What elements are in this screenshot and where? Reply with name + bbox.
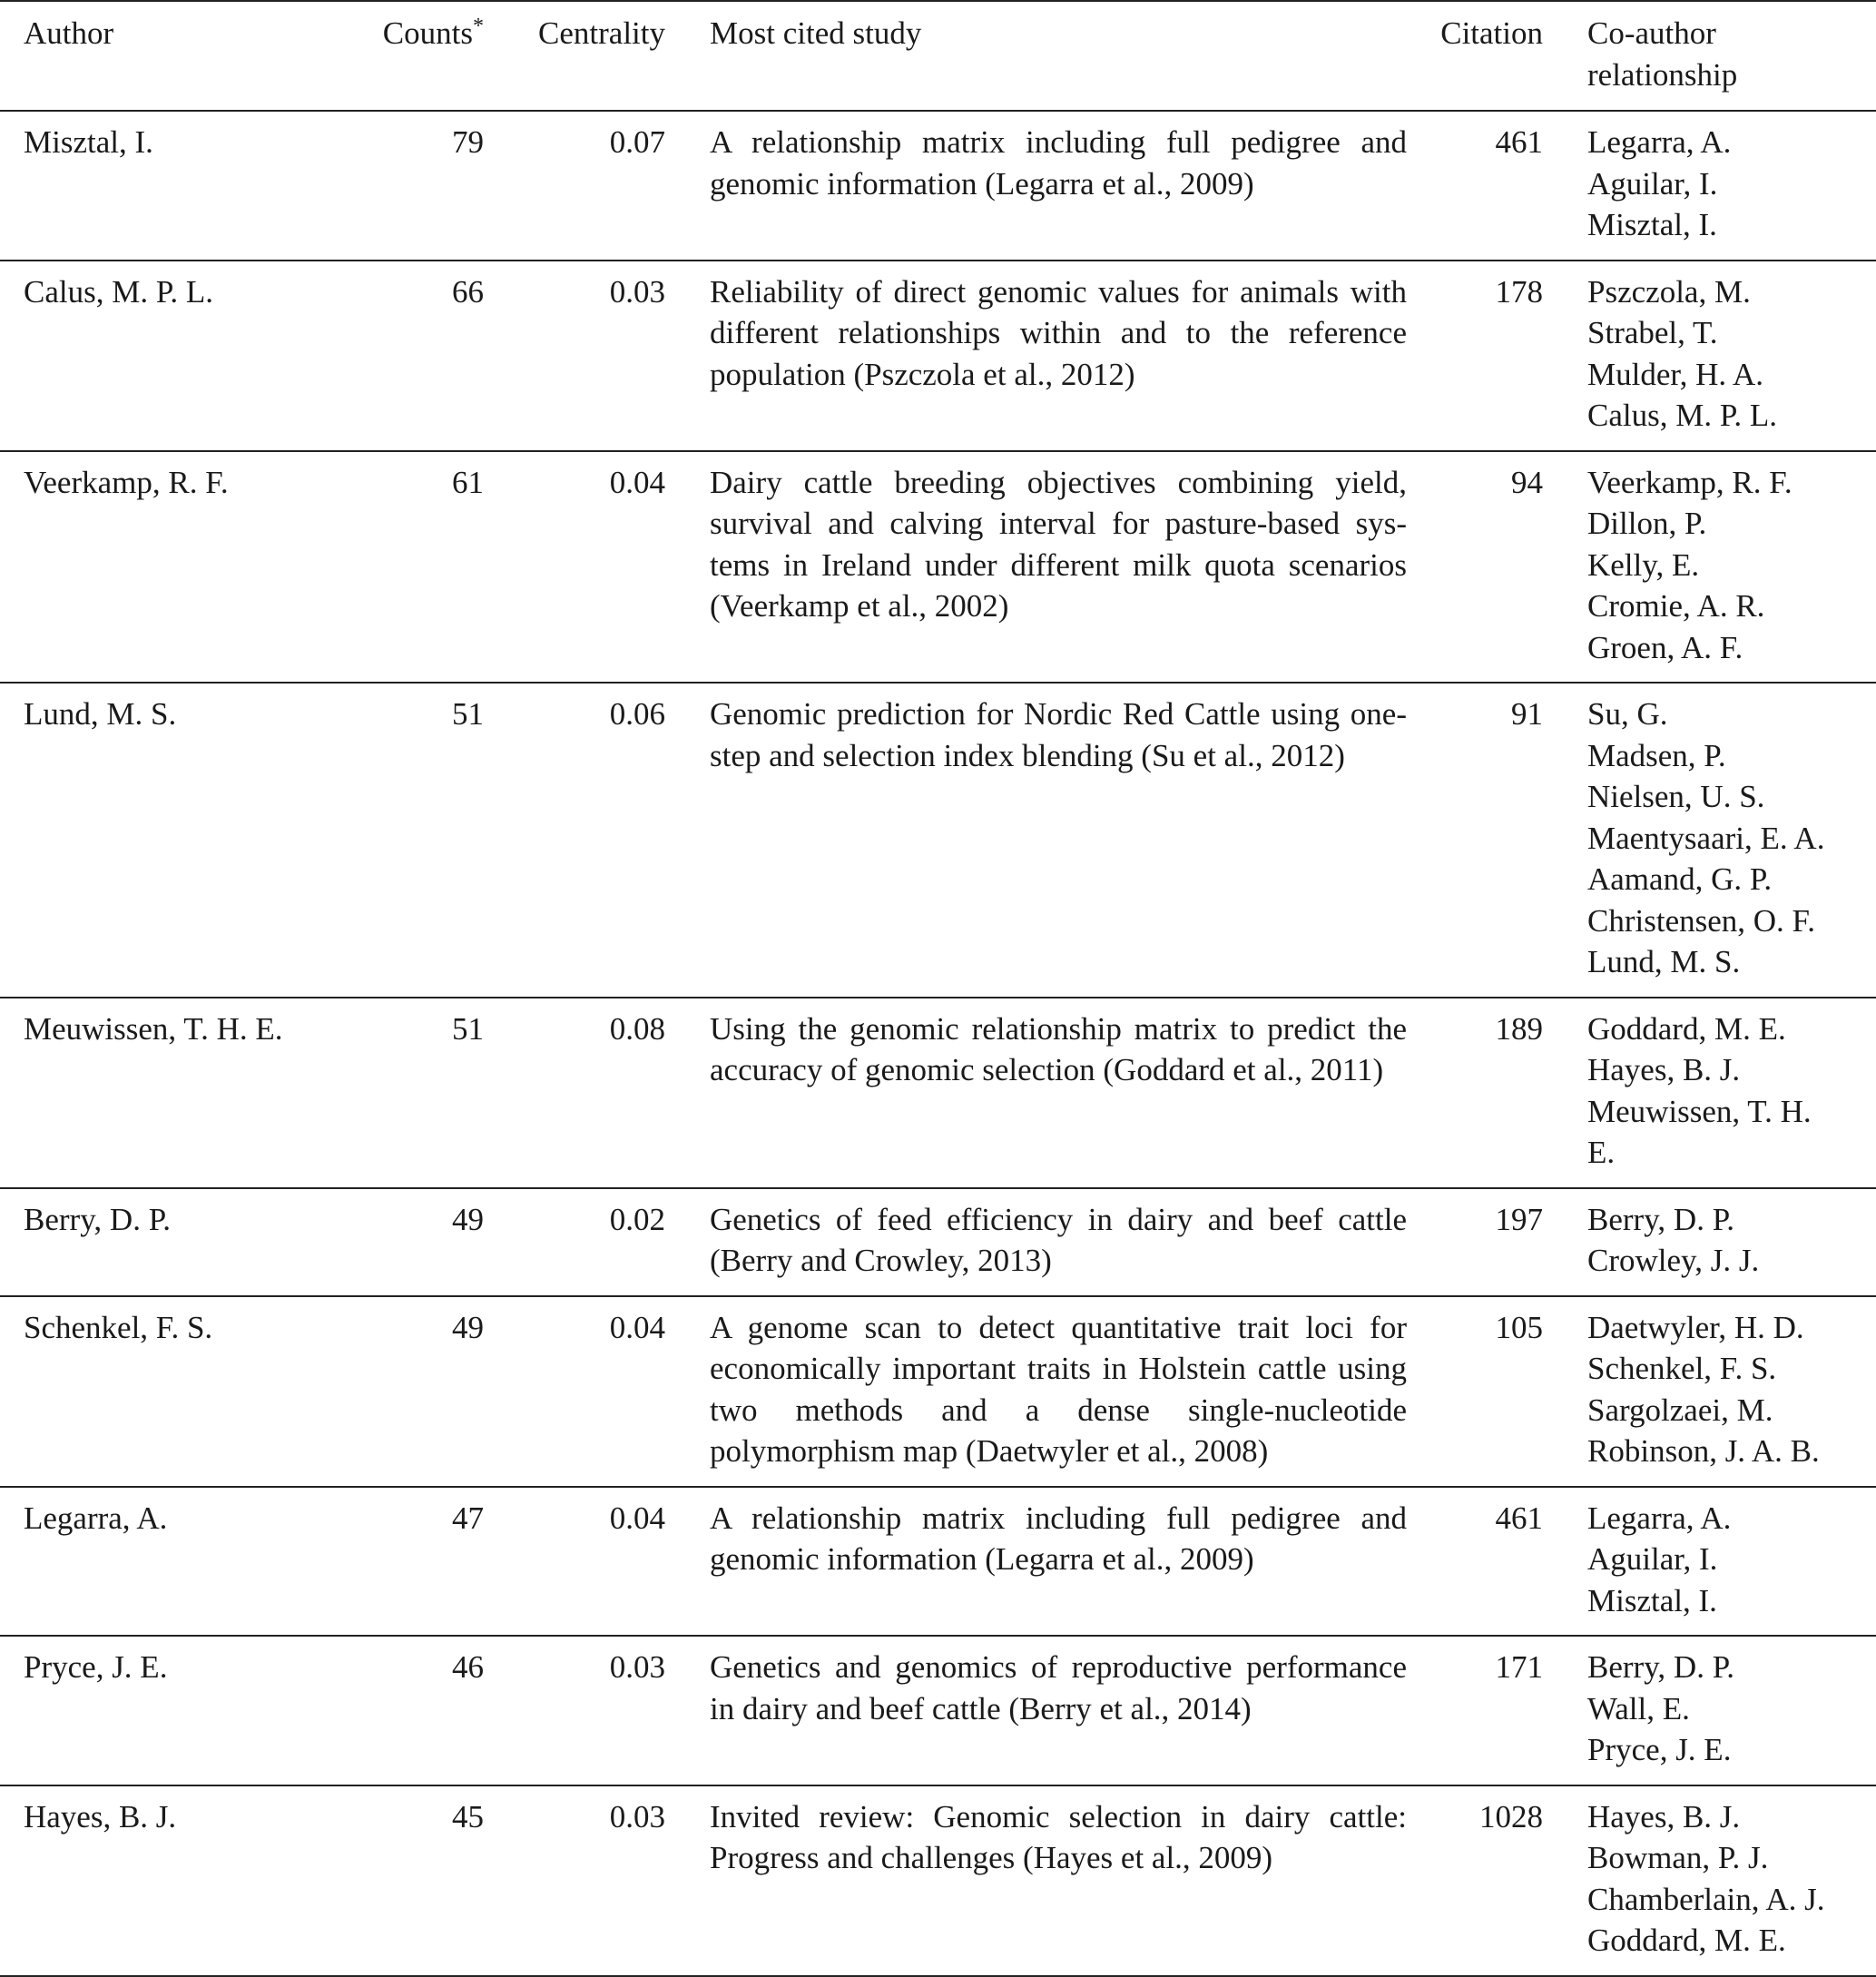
coauthor-name: Veerkamp, R. F. — [1587, 464, 1793, 500]
citation-cell: 171 — [1495, 1649, 1543, 1685]
coauthor-cell — [1543, 1636, 1876, 1785]
counts-cell: 51 — [452, 1010, 484, 1047]
counts-cell: 61 — [452, 464, 484, 500]
coauthor-name: Legarra, A. — [1587, 1500, 1732, 1536]
author-cell: Pryce, J. E. — [24, 1649, 168, 1685]
author-cell: Veerkamp, R. F. — [24, 464, 229, 500]
most-cited-study-cell: A relationship matrix including full pedigree and genomic information (Legarra et al., 2009) — [710, 1500, 1407, 1577]
author-cell: Misztal, I. — [24, 124, 153, 160]
header-coauthor-line2: relationship — [1587, 56, 1738, 93]
most-cited-study-cell: A genome scan to detect quantitative trait loci for economically important traits in Holstein cattle using two methods and a dense single-nucleotide polymorphism map (Daetwyler et al., 2008) — [710, 1309, 1407, 1469]
coauthor-cell — [1543, 1296, 1876, 1487]
coauthor-name: Madsen, P. — [1587, 737, 1726, 773]
table-row — [0, 998, 1876, 1188]
citation-cell: 91 — [1511, 696, 1543, 732]
table-row — [0, 1636, 1876, 1785]
coauthor-name: Mulder, H. A. — [1587, 356, 1764, 392]
coauthor-name: Pryce, J. E. — [1587, 1732, 1732, 1767]
table-row — [0, 683, 1876, 998]
most-cited-study-cell: Genetics of feed efficiency in dairy and beef cattle (Berry and Crowley, 2013) — [710, 1201, 1407, 1278]
citation-cell: 105 — [1495, 1309, 1543, 1345]
coauthor-name: Meuwissen, T. H. — [1587, 1093, 1812, 1129]
centrality-cell: 0.08 — [609, 1010, 665, 1047]
coauthor-name: Daetwyler, H. D. — [1587, 1309, 1804, 1345]
centrality-cell: 0.03 — [609, 273, 665, 310]
most-cited-study-cell: Genetics and genomics of reproductive performance in dairy and beef cattle (Berry et al., 2014) — [710, 1649, 1407, 1726]
coauthor-name: Su, G. — [1587, 696, 1668, 732]
coauthor-name: Berry, D. P. — [1587, 1649, 1735, 1685]
author-cell: Schenkel, F. S. — [24, 1309, 213, 1345]
coauthor-name: Crowley, J. J. — [1587, 1243, 1760, 1278]
coauthor-name: Sargolzaei, M. — [1587, 1392, 1773, 1428]
citation-cell: 197 — [1495, 1201, 1543, 1237]
table-row — [0, 1296, 1876, 1487]
coauthor-name: Goddard, M. E. — [1587, 1010, 1786, 1047]
coauthor-name: Christensen, O. F. — [1587, 902, 1815, 939]
header-centrality: Centrality — [538, 15, 665, 51]
coauthor-name: Pszczola, M. — [1587, 273, 1751, 310]
centrality-cell: 0.03 — [609, 1649, 665, 1685]
coauthor-cell — [1543, 1785, 1876, 1976]
counts-cell: 66 — [452, 273, 484, 310]
centrality-cell: 0.03 — [609, 1798, 665, 1834]
header-coauthor-line1: Co-author — [1587, 15, 1716, 51]
coauthor-name: Aguilar, I. — [1587, 165, 1718, 202]
coauthor-name: Kelly, E. — [1587, 546, 1700, 583]
centrality-cell: 0.04 — [609, 464, 665, 500]
most-cited-study-cell: Reliability of direct genomic values for animals with different relationships within and to the reference population (Pszczola et al., 2012) — [710, 273, 1407, 392]
table-row — [0, 1785, 1876, 1976]
counts-cell: 51 — [452, 696, 484, 732]
coauthor-name: Hayes, B. J. — [1587, 1052, 1741, 1087]
header-row — [0, 1, 1876, 111]
counts-cell: 45 — [452, 1798, 484, 1834]
table-body — [0, 111, 1876, 1976]
citation-cell: 178 — [1495, 273, 1543, 310]
coauthor-cell — [1543, 998, 1876, 1188]
coauthor-name: Misztal, I. — [1587, 1582, 1717, 1618]
coauthor-name: Robinson, J. A. B. — [1587, 1433, 1820, 1469]
table-row — [0, 451, 1876, 684]
coauthor-name: Goddard, M. E. — [1587, 1923, 1786, 1958]
coauthor-name: Legarra, A. — [1587, 124, 1732, 160]
counts-cell: 79 — [452, 124, 484, 160]
coauthor-name: Aamand, G. P. — [1587, 861, 1773, 897]
header-author: Author — [24, 15, 114, 51]
coauthor-name: Schenkel, F. S. — [1587, 1351, 1777, 1386]
table-row — [0, 1487, 1876, 1637]
centrality-cell: 0.07 — [609, 124, 665, 160]
header-citation: Citation — [1440, 15, 1543, 51]
coauthor-cell — [1543, 451, 1876, 684]
coauthor-name: Berry, D. P. — [1587, 1201, 1735, 1237]
coauthor-name: Aguilar, I. — [1587, 1541, 1718, 1577]
header-most-cited-study: Most cited study — [710, 15, 922, 51]
most-cited-study-cell: Using the genomic relationship matrix to predict the accuracy of genomic selection (Goddard et al., 2011) — [710, 1010, 1407, 1087]
coauthor-name: Calus, M. P. L. — [1587, 398, 1778, 433]
counts-cell: 49 — [452, 1201, 484, 1237]
coauthor-name: Groen, A. F. — [1587, 629, 1743, 665]
coauthor-name: E. — [1587, 1135, 1616, 1170]
header-counts-label: Counts — [382, 15, 473, 51]
coauthor-cell — [1543, 1487, 1876, 1637]
coauthor-name: Dillon, P. — [1587, 506, 1707, 541]
author-cell: Berry, D. P. — [24, 1201, 172, 1237]
most-cited-study-cell: A relationship matrix including full pedigree and genomic information (Legarra et al., 2009) — [710, 124, 1407, 202]
citation-cell: 461 — [1495, 124, 1543, 160]
coauthor-name: Maentysaari, E. A. — [1587, 820, 1825, 856]
citation-cell: 1028 — [1479, 1798, 1543, 1834]
table-row — [0, 111, 1876, 261]
coauthor-name: Wall, E. — [1587, 1690, 1690, 1726]
most-cited-study-cell: Dairy cattle breeding objectives combining yield, survival and calving interval for pasture-based systems in Ireland under different milk quota scenarios (Veerkamp et al., 2002) — [710, 464, 1407, 624]
citation-cell: 94 — [1511, 464, 1543, 500]
coauthor-cell — [1543, 111, 1876, 261]
coauthor-name: Cromie, A. R. — [1587, 588, 1765, 624]
most-cited-study-cell: Genomic prediction for Nordic Red Cattle using one-step and selection index blending (Su et al., 2012) — [710, 696, 1407, 773]
counts-cell: 46 — [452, 1649, 484, 1685]
citation-cell: 461 — [1495, 1500, 1543, 1536]
header-coauthor-relationship — [1543, 1, 1876, 111]
table-row — [0, 261, 1876, 451]
coauthor-name: Nielsen, U. S. — [1587, 779, 1765, 814]
coauthor-cell — [1543, 1188, 1876, 1296]
centrality-cell: 0.02 — [609, 1201, 665, 1237]
centrality-cell: 0.06 — [609, 696, 665, 732]
author-cell: Lund, M. S. — [24, 696, 177, 732]
centrality-cell: 0.04 — [609, 1309, 665, 1345]
coauthor-name: Strabel, T. — [1587, 315, 1718, 350]
header-counts — [361, 1, 484, 111]
coauthor-name: Bowman, P. J. — [1587, 1840, 1769, 1875]
most-cited-study-cell: Invited review: Genomic selection in dairy cattle: Progress and challenges (Hayes et al., 2009) — [710, 1798, 1407, 1875]
coauthor-name: Chamberlain, A. J. — [1587, 1881, 1825, 1917]
author-cell: Legarra, A. — [24, 1500, 168, 1536]
coauthor-cell — [1543, 261, 1876, 451]
coauthor-name: Lund, M. S. — [1587, 944, 1741, 979]
author-cell: Calus, M. P. L. — [24, 273, 214, 310]
author-cell: Hayes, B. J. — [24, 1798, 177, 1834]
centrality-cell: 0.04 — [609, 1500, 665, 1536]
counts-cell: 49 — [452, 1309, 484, 1345]
coauthor-name: Hayes, B. J. — [1587, 1798, 1741, 1834]
author-cell: Meuwissen, T. H. E. — [24, 1010, 283, 1047]
coauthor-name: Misztal, I. — [1587, 207, 1717, 242]
citation-cell: 189 — [1495, 1010, 1543, 1047]
counts-cell: 47 — [452, 1500, 484, 1536]
table-row — [0, 1188, 1876, 1296]
header-counts-footnote-mark: * — [473, 15, 484, 38]
coauthor-cell — [1543, 683, 1876, 998]
table-header — [0, 1, 1876, 111]
